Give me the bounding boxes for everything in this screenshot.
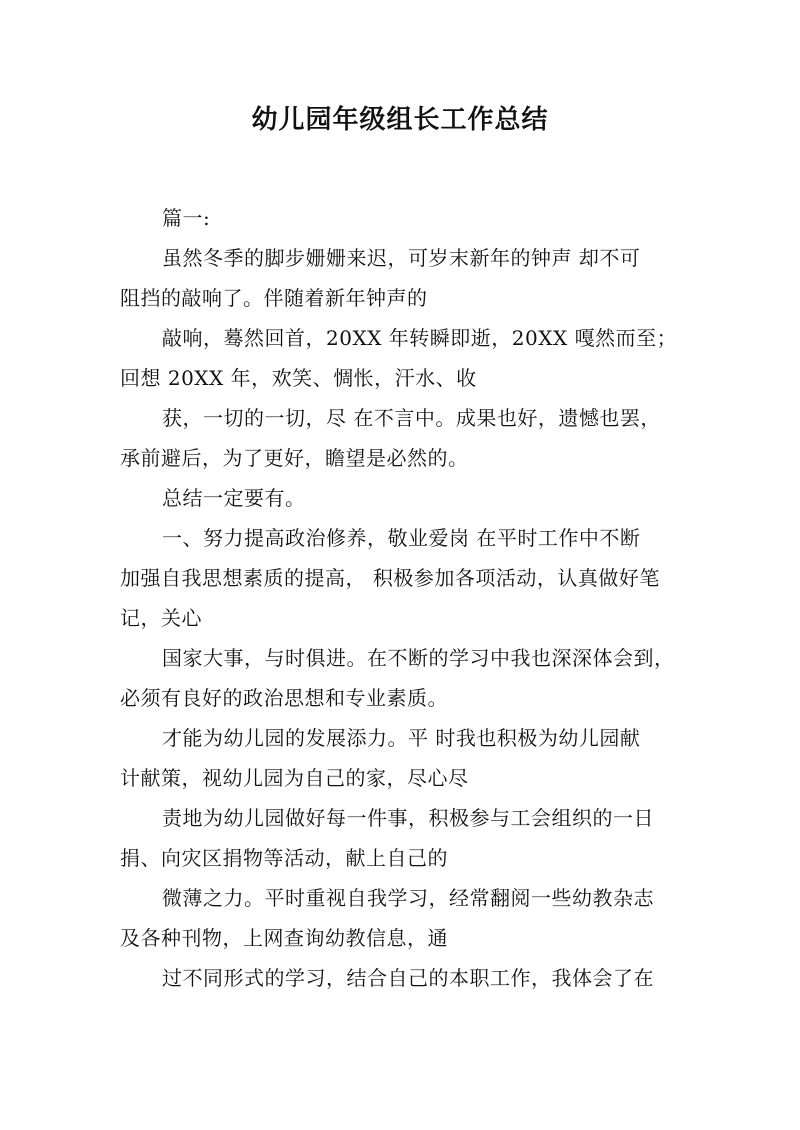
text-line: 记，关心 bbox=[120, 606, 202, 630]
text-line: 过不同形式的学习，结合自己的本职工作，我体会了在 bbox=[162, 966, 654, 990]
text-line: 微薄之力。平时重视自我学习，经常翻阅一些幼教杂志 bbox=[162, 886, 654, 910]
text-line: 责地为幼儿园做好每一件事，积极参与工会组织的一日 bbox=[162, 806, 654, 830]
text-line: 总结一定要有。 bbox=[162, 486, 306, 510]
text-line: 获，一切的一切，尽 在不言中。成果也好，遗憾也罢， bbox=[162, 406, 661, 430]
text-line: 加强自我思想素质的提高， 积极参加各项活动，认真做好笔 bbox=[120, 566, 660, 590]
text-line: 国家大事，与时俱进。在不断的学习中我也深深体会到， bbox=[162, 646, 675, 670]
text-line: 必须有良好的政治思想和专业素质。 bbox=[120, 686, 448, 710]
text-line: 回想 20XX 年，欢笑、惆怅，汗水、收 bbox=[120, 366, 477, 390]
text-line: 及各种刊物，上网查询幼教信息，通 bbox=[120, 926, 448, 950]
text-line: 敲响，蓦然回首，20XX 年转瞬即逝，20XX 嘎然而至； bbox=[162, 326, 678, 350]
text-line: 承前避后，为了更好，瞻望是必然的。 bbox=[120, 446, 469, 470]
document-body bbox=[120, 198, 690, 998]
text-line: 虽然冬季的脚步姗姗来迟，可岁末新年的钟声 却不可 bbox=[162, 246, 641, 270]
document-title: 幼儿园年级组长工作总结 bbox=[251, 105, 549, 135]
text-line: 才能为幼儿园的发展添力。平 时我也积极为幼儿园献 bbox=[162, 726, 641, 750]
text-line: 篇一: bbox=[162, 206, 211, 230]
text-line: 计献策，视幼儿园为自己的家，尽心尽 bbox=[120, 766, 469, 790]
text-line: 捐、向灾区捐物等活动，献上自己的 bbox=[120, 846, 448, 870]
text-line: 一、努力提高政治修养，敬业爱岗 在平时工作中不断 bbox=[162, 526, 641, 550]
text-line: 阻挡的敲响了。伴随着新年钟声的 bbox=[120, 286, 428, 310]
